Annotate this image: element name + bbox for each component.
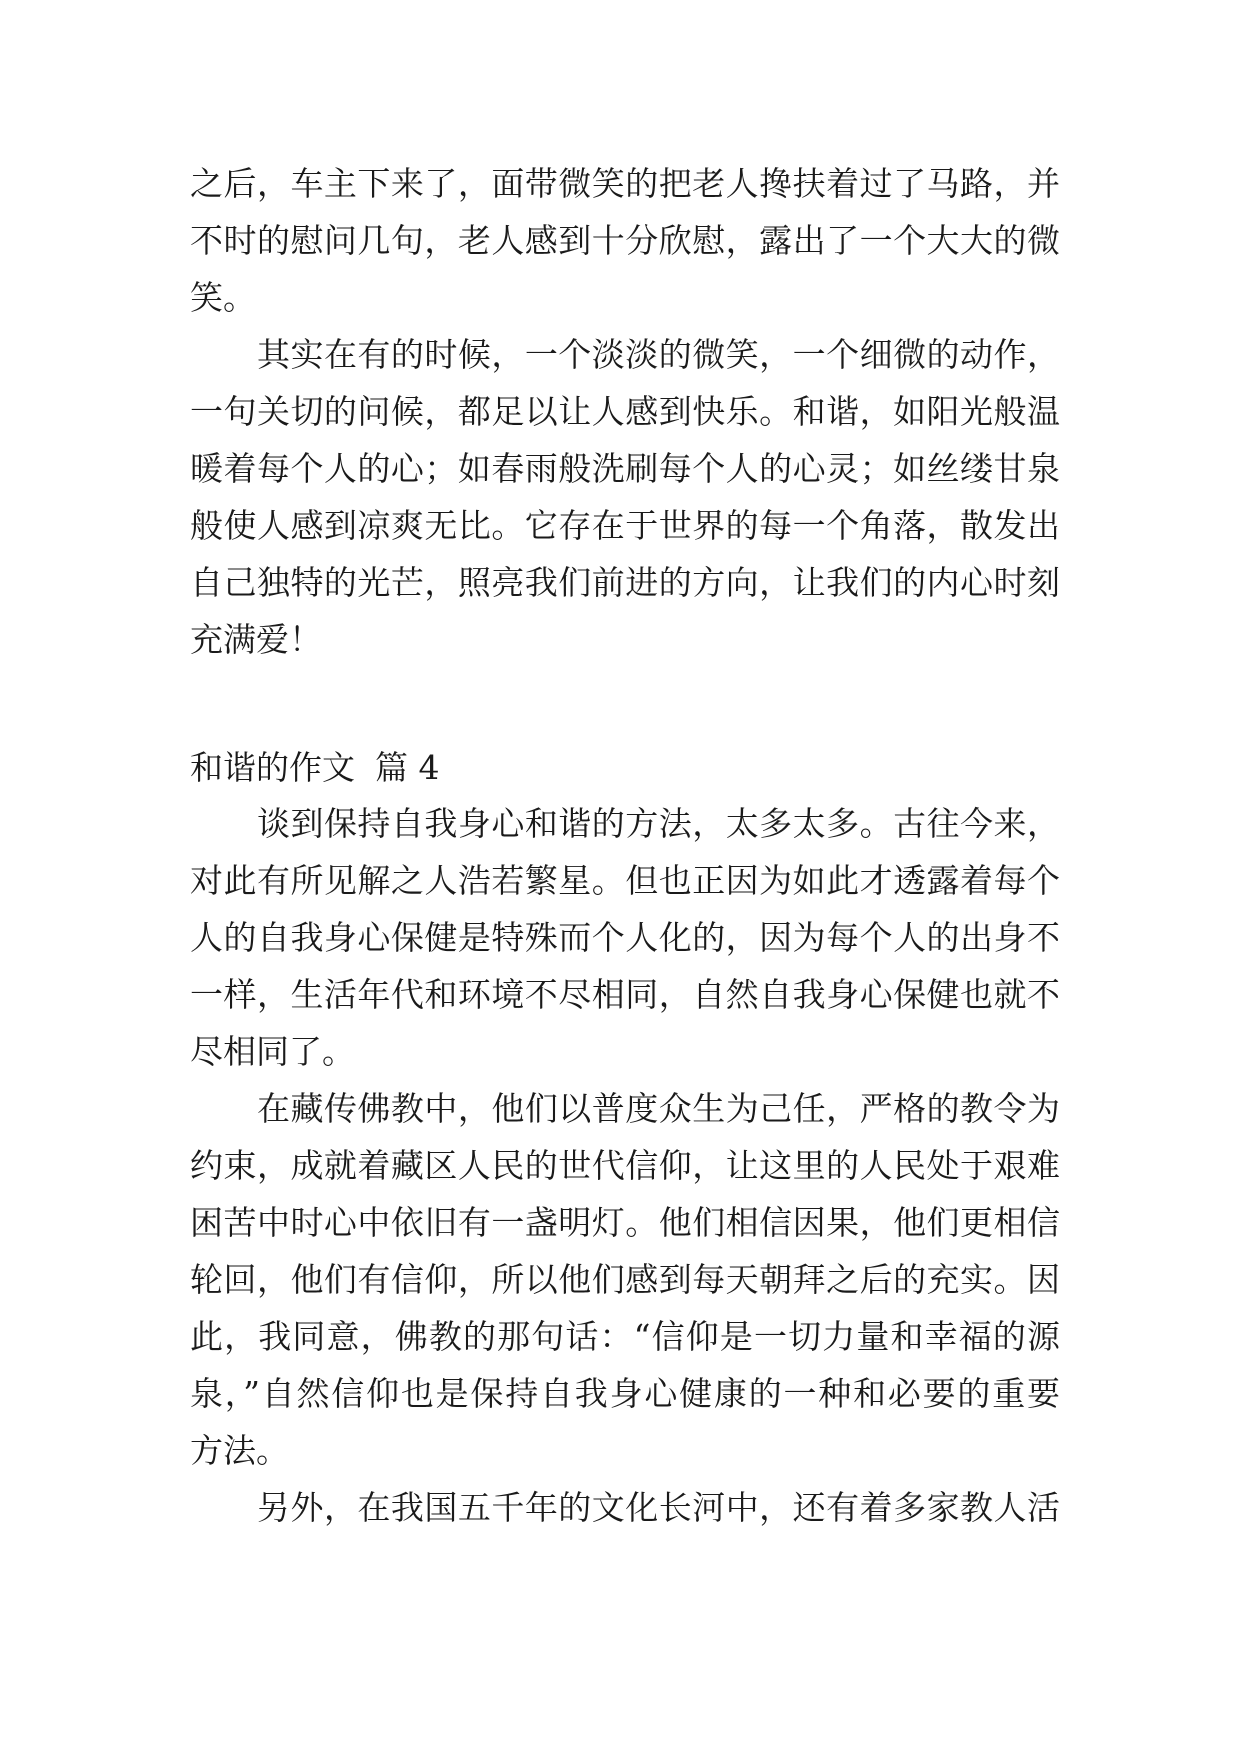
paragraph-3-line-5: 尽相同了。: [190, 1032, 355, 1071]
paragraph-2-line-6: 充满爱！: [190, 620, 322, 659]
paragraph-4-line-7: 方法。: [190, 1431, 289, 1470]
paragraph-5-line-1: 另外，在我国五千年的文化长河中，还有着多家教人活: [257, 1488, 1060, 1527]
paragraph-2-line-1: 其实在有的时候，一个淡淡的微笑，一个细微的动作，: [257, 335, 1060, 374]
paragraph-4-line-6: 泉，”自然信仰也是保持自我身心健康的一种和必要的重要: [190, 1374, 1060, 1413]
paragraph-1-line-1: 之后，车主下来了，面带微笑的把老人搀扶着过了马路，并: [190, 164, 1060, 203]
paragraph-2-line-5: 自己独特的光芒，照亮我们前进的方向，让我们的内心时刻: [190, 563, 1060, 602]
paragraph-2-line-2: 一句关切的问候，都足以让人感到快乐。和谐，如阳光般温: [190, 392, 1060, 431]
paragraph-2-line-4: 般使人感到凉爽无比。它存在于世界的每一个角落，散发出: [190, 506, 1060, 545]
paragraph-1-line-3: 笑。: [190, 278, 256, 317]
section-heading: [190, 740, 440, 796]
heading-section-number: 篇 4: [375, 748, 440, 787]
paragraph-2-line-3: 暖着每个人的心；如春雨般洗刷每个人的心灵；如丝缕甘泉: [190, 449, 1060, 488]
paragraph-3-line-4: 一样，生活年代和环境不尽相同，自然自我身心保健也就不: [190, 975, 1060, 1014]
paragraph-4-line-5: 此，我同意，佛教的那句话：“信仰是一切力量和幸福的源: [190, 1317, 1060, 1356]
paragraph-3-line-1: 谈到保持自我身心和谐的方法，太多太多。古往今来，: [257, 804, 1060, 843]
paragraph-1-line-2: 不时的慰问几句，老人感到十分欣慰，露出了一个大大的微: [190, 221, 1060, 260]
paragraph-4-line-4: 轮回，他们有信仰，所以他们感到每天朝拜之后的充实。因: [190, 1260, 1060, 1299]
paragraph-3-line-2: 对此有所见解之人浩若繁星。但也正因为如此才透露着每个: [190, 861, 1060, 900]
paragraph-4-line-3: 困苦中时心中依旧有一盏明灯。他们相信因果，他们更相信: [190, 1203, 1060, 1242]
heading-title: 和谐的作文: [190, 748, 355, 787]
paragraph-3-line-3: 人的自我身心保健是特殊而个人化的，因为每个人的出身不: [190, 918, 1060, 957]
paragraph-4-line-2: 约束，成就着藏区人民的世代信仰，让这里的人民处于艰难: [190, 1146, 1060, 1185]
paragraph-4-line-1: 在藏传佛教中，他们以普度众生为己任，严格的教令为: [257, 1089, 1060, 1128]
